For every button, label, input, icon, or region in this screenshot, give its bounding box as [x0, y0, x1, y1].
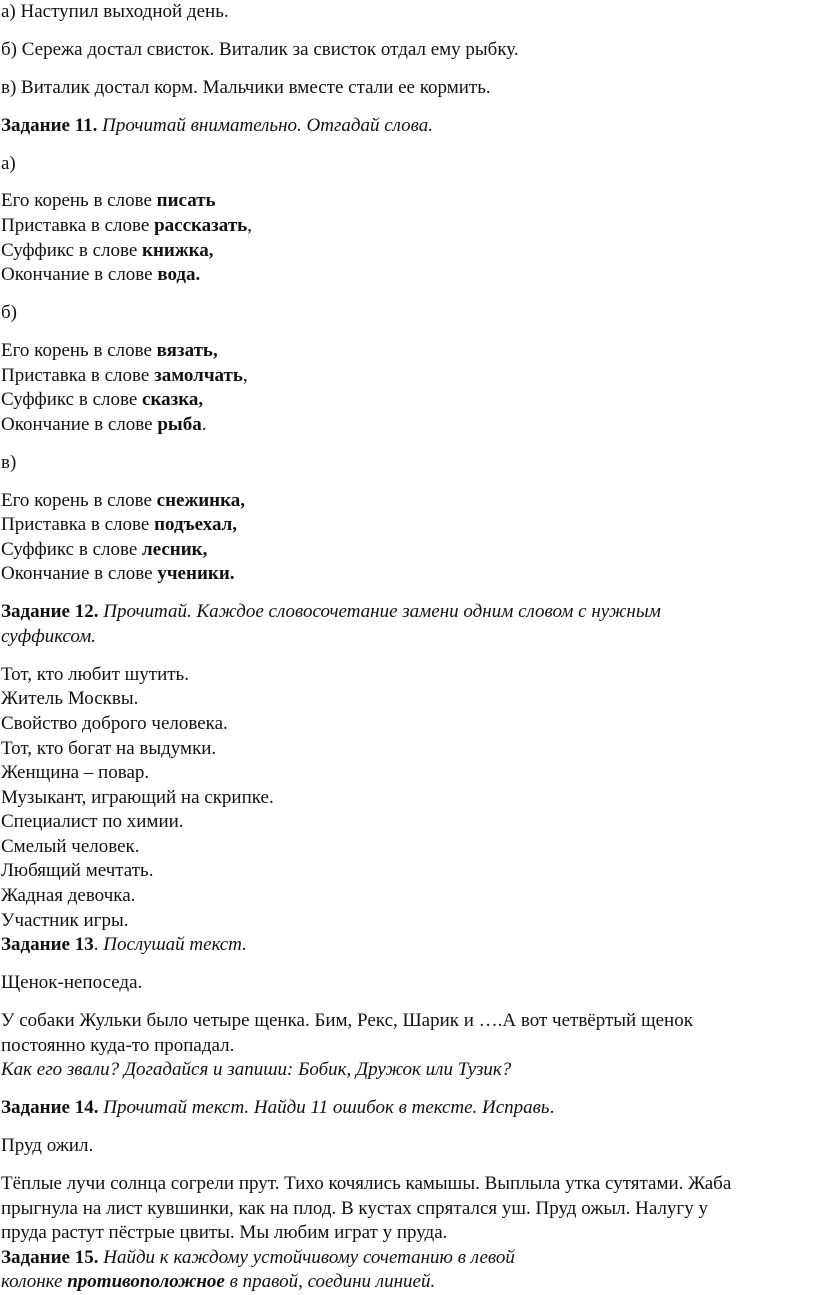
list-item: Смелый человек.	[1, 835, 140, 857]
task14-heading: Задание 14. Прочитай текст. Найди 11 ошибок в тексте. Исправь.	[1, 1097, 555, 1119]
task11-row: Окончание в слове рыба.	[1, 413, 207, 435]
list-item: Жадная девочка.	[1, 885, 136, 907]
list-item: Участник игры.	[1, 909, 129, 931]
line-v: в) Виталик достал корм. Мальчики вместе стали ее кормить.	[1, 76, 491, 98]
task12-list	[1, 663, 816, 934]
list-item: Специалист по химии.	[1, 811, 184, 833]
task13-label: Задание 13	[1, 934, 94, 956]
task14-title: Пруд ожил.	[1, 1135, 94, 1157]
task11-group-v-letter: в)	[1, 451, 17, 473]
task13-question: Как его звали? Догадайся и запиши: Бобик, Дружок или Тузик?	[1, 1059, 512, 1081]
list-item: Женщина – повар.	[1, 762, 150, 784]
task11-row: Приставка в слове рассказать,	[1, 215, 252, 237]
task11-row: Приставка в слове замолчать,	[1, 364, 248, 386]
line-b: б) Сережа достал свисток. Виталик за свисток отдал ему рыбку.	[1, 38, 519, 60]
task15-label: Задание 15.	[1, 1246, 99, 1268]
task12-label: Задание 12.	[1, 601, 99, 623]
task11-heading	[1, 114, 816, 139]
task15-emphasis: противоположное	[67, 1271, 225, 1293]
list-item: Житель Москвы.	[1, 688, 139, 710]
list-item: Музыкант, играющий на скрипке.	[1, 786, 274, 808]
task13-text: У собаки Жульки было четыре щенка. Бим, Рекс, Шарик и ….А вот четвёртый щенок постоянно куда-то пропадал. Как его звали? Догадайся и запиши: Бобик, Дружок или Тузик?	[1, 1009, 816, 1083]
list-item: Любящий мечтать.	[1, 860, 154, 882]
task14-label: Задание 14.	[1, 1097, 99, 1119]
task11-row: Окончание в слове ученики.	[1, 563, 235, 585]
task12-instruction-cont: суффиксом.	[1, 625, 96, 647]
task11-group-v	[1, 489, 816, 587]
task11-group-b-letter: б)	[1, 302, 17, 324]
list-item: Тот, кто богат на выдумки.	[1, 737, 217, 759]
list-item: Свойство доброго человека.	[1, 712, 228, 734]
task14-text: Тёплые лучи солнца согрели прут. Тихо кочялись камышы. Выплыла утка сутятами. Жаба прыгнула на лист кувшинки, как на плод. В кустах спрятался уш. Пруд ожыл. Налугу у пруда растут пёстрые цвиты. Мы любим играт у пруда.	[1, 1172, 732, 1244]
task11-instruction: Прочитай внимательно. Отгадай слова.	[102, 114, 434, 136]
task13-instruction: Послушай текст.	[103, 934, 247, 956]
task11-label: Задание 11.	[1, 114, 98, 136]
task14-instruction: Прочитай текст. Найди 11 ошибок в тексте. Исправь	[103, 1097, 550, 1119]
task11-row: Суффикс в слове сказка,	[1, 389, 204, 411]
task13-heading: Задание 13. Послушай текст.	[1, 934, 247, 956]
task13-title: Щенок-непоседа.	[1, 972, 143, 994]
list-item: Тот, кто любит шутить.	[1, 663, 189, 685]
task11-group-a	[1, 189, 816, 287]
task11-row: Его корень в слове снежинка,	[1, 489, 246, 511]
task11-row: Его корень в слове вязать,	[1, 340, 218, 362]
task11-row: Приставка в слове подъехал,	[1, 514, 238, 536]
task11-group-b	[1, 339, 816, 437]
task12-heading	[1, 600, 816, 649]
task15-instruction: Найди к каждому устойчивому сочетанию в левой	[103, 1246, 515, 1268]
task11-row: Суффикс в слове книжка,	[1, 239, 214, 261]
task12-instruction: Прочитай. Каждое словосочетание замени одним словом с нужным	[103, 601, 661, 623]
task11-group-a-letter: а)	[1, 152, 16, 174]
task11-row: Окончание в слове вода.	[1, 264, 201, 286]
task11-row: Суффикс в слове лесник,	[1, 538, 208, 560]
task15-heading: Задание 15. Найди к каждому устойчивому сочетанию в левой колонке противоположное в правой, соедини линией.	[1, 1246, 515, 1293]
task11-row: Его корень в слове писать	[1, 190, 216, 212]
line-a: а) Наступил выходной день.	[1, 1, 229, 22]
